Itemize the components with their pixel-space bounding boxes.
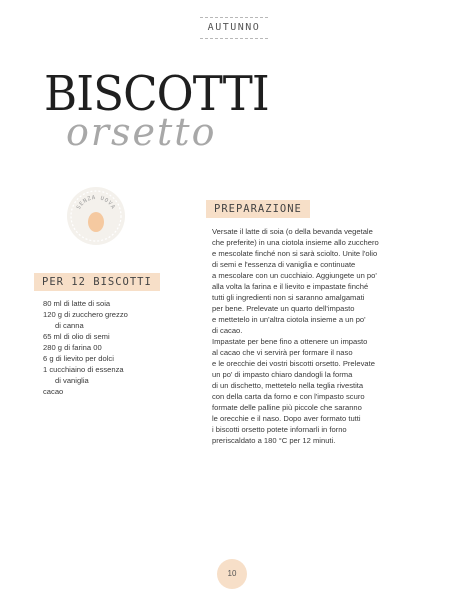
badge-text: SENZA UOVA (75, 194, 117, 211)
page-number: 10 (217, 559, 247, 589)
ingredient-item: 1 cucchiaino di essenza (43, 365, 124, 374)
ingredient-item: 80 ml di latte di soia (43, 299, 111, 308)
ingredients-list (43, 298, 203, 397)
ingredient-item: di vaniglia (55, 376, 89, 385)
ingredient-item: di canna (55, 321, 84, 330)
senza-uova-badge (66, 186, 126, 246)
ingredient-item: 6 g di lievito per dolci (43, 354, 114, 363)
recipe-title: BISCOTTI (44, 66, 269, 122)
preparation-heading: PREPARAZIONE (206, 200, 310, 218)
ingredient-item: cacao (43, 387, 64, 396)
ingredient-item: 280 g di farina 00 (43, 343, 102, 352)
recipe-subtitle: orsetto (66, 110, 217, 154)
preparation-paragraph: Impastate per bene fino a ottenere un impasto al cacao che vi servirà per formare il naso e le orecchie dei vostri biscotti orsetto. Prelevate un po' di impasto chiaro dandogli la forma di un dischetto, mettetelo nella teglia rivestita con della carta da forno e con l'impasto scuro formate delle palline più piccole che saranno le orecchie e il naso. Dopo aver formato tutti i biscotti orsetto potete infornarli in forno preriscaldato a 180 °C per 12 minuti. (212, 337, 375, 445)
preparation-body (212, 226, 412, 446)
ingredients-heading: PER 12 BISCOTTI (34, 273, 160, 291)
season-label: AUTUNNO (200, 17, 268, 39)
egg-icon (88, 212, 104, 232)
ingredient-item: 120 g di zucchero grezzo (43, 310, 128, 319)
preparation-paragraph: Versate il latte di soia (o della bevanda vegetale che preferite) in una ciotola insieme allo zucchero e mescolate finché non si sarà sciolto. Unite l'olio di semi e l'essenza di vaniglia e continuate a mescolare con un cucchiaio. Aggiungete un po' alla volta la farina e il lievito e impastate finché tutti gli ingredienti non si saranno amalgamati per bene. Prelevate un quarto dell'impasto e mettetelo in un'altra ciotola insieme a un po' di cacao. (212, 227, 379, 335)
ingredient-item: 65 ml di olio di semi (43, 332, 110, 341)
